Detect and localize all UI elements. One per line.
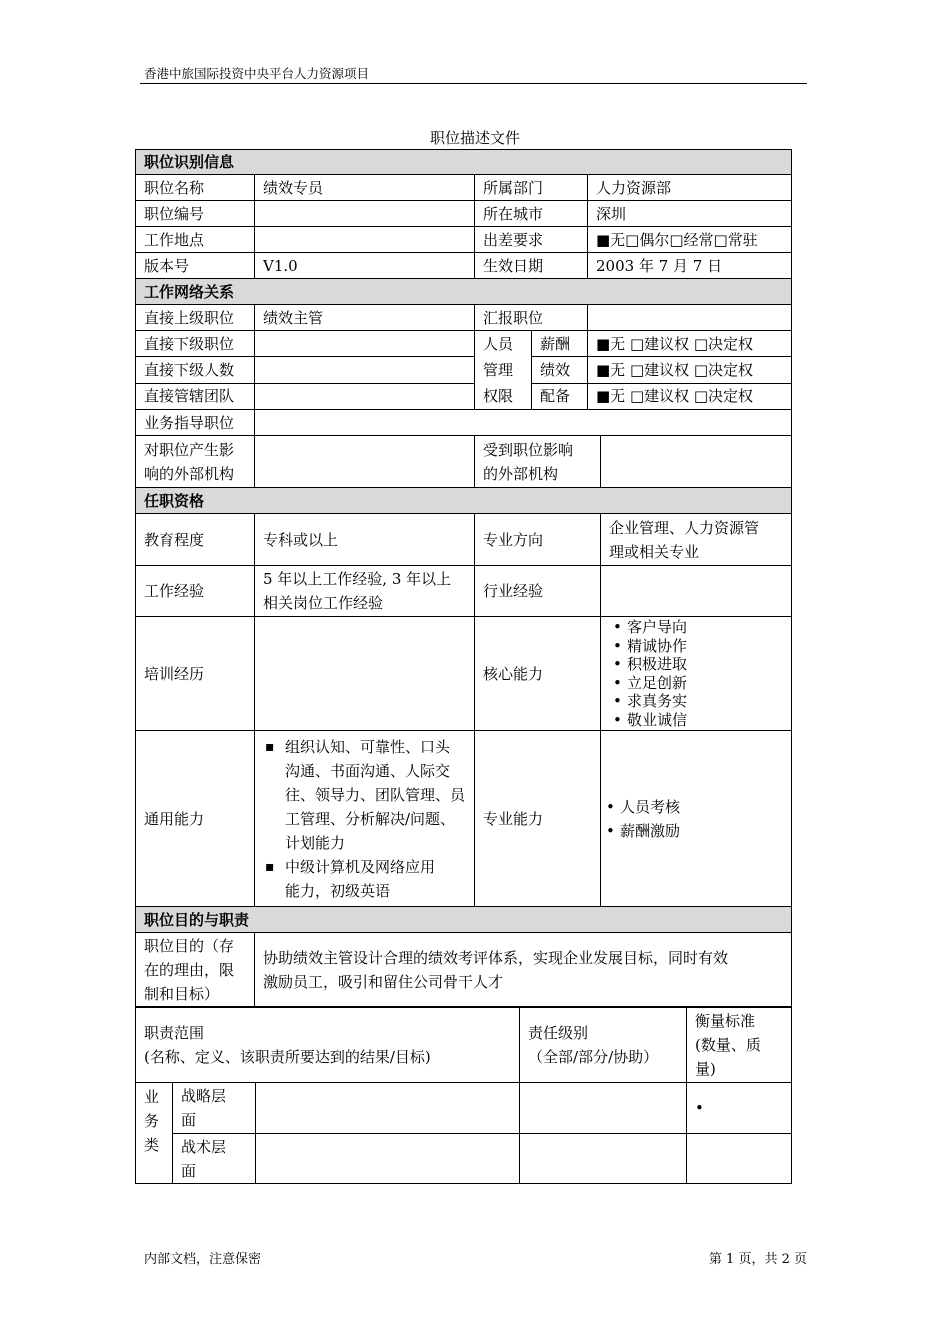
- section-heading-qualification: 任职资格: [136, 488, 792, 514]
- footer-page-number: 第 1 页，共 2 页: [708, 1252, 807, 1267]
- list-item: [263, 855, 466, 903]
- label-line: 对职位产生影: [144, 440, 235, 459]
- label-direct-superior: 直接上级职位: [136, 305, 255, 331]
- professional-competency-list: [601, 731, 792, 907]
- label-general-competency: 通用能力: [136, 731, 255, 907]
- header-project: 香港中旅国际投资中央平台人力资源项目: [144, 66, 370, 81]
- section-heading-identity: 职位识别信息: [136, 150, 792, 175]
- label-line: 面: [181, 1111, 197, 1129]
- label-effective-date: 生效日期: [475, 253, 588, 279]
- label-tactical-level: [173, 1134, 256, 1184]
- value-line: 激励员工，吸引和留住公司骨干人才: [263, 973, 504, 991]
- header-divider: [140, 83, 807, 84]
- label-authority-line: 管理: [483, 361, 514, 379]
- label-work-location: 工作地点: [136, 227, 255, 253]
- value-external-affect: [255, 436, 475, 488]
- header-line: 衡量标准: [695, 1011, 756, 1030]
- label-city: 所在城市: [475, 201, 588, 227]
- value-position-name: 绩效专员: [255, 175, 475, 201]
- value-version: V1.0: [255, 253, 475, 279]
- label-line: 的外部机构: [483, 464, 559, 483]
- list-item: • 求真务实: [609, 692, 783, 711]
- list-line: 能力，初级英语: [285, 881, 391, 900]
- value-line: 相关岗位工作经验: [263, 594, 384, 612]
- value-auth-staffing: ■无 □建议权 □决定权: [588, 383, 792, 409]
- list-line: 计划能力: [285, 833, 346, 852]
- label-auth-performance: 绩效: [532, 357, 588, 383]
- label-line: 战略层: [181, 1087, 227, 1105]
- value-line: 理或相关专业: [609, 542, 700, 561]
- label-line: 战术层: [181, 1137, 227, 1156]
- label-professional-competency: 专业能力: [475, 731, 601, 907]
- value-line: 协助绩效主管设计合理的绩效考评体系，实现企业发展目标，同时有效: [263, 949, 729, 967]
- label-external-affected: [475, 436, 601, 488]
- label-core-competency: 核心能力: [475, 617, 601, 731]
- label-auth-salary: 薪酬: [532, 331, 588, 357]
- header-line: (数量、质: [695, 1035, 761, 1054]
- value-effective-date: 2003 年 7 月 7 日: [588, 253, 792, 279]
- value-work-experience: [255, 566, 475, 617]
- value-tactical-measure: [687, 1134, 792, 1184]
- label-major: 专业方向: [475, 514, 601, 566]
- label-managed-team: 直接管辖团队: [136, 383, 255, 409]
- value-position-purpose: [255, 933, 792, 1008]
- header-responsibility-scope: [136, 1007, 520, 1083]
- label-line: 职位目的（存: [144, 937, 235, 955]
- responsibilities-table: [135, 1006, 792, 1184]
- label-line: 务: [144, 1112, 160, 1130]
- label-position-code: 职位编号: [136, 201, 255, 227]
- general-competency-list: [255, 731, 475, 907]
- label-industry-experience: 行业经验: [475, 566, 601, 617]
- label-position-purpose: [136, 933, 255, 1008]
- header-line: 责任级别: [528, 1023, 589, 1042]
- label-authority: [475, 331, 532, 410]
- value-line: 企业管理、人力资源管: [609, 518, 760, 537]
- header-measure-standard: [687, 1007, 792, 1083]
- label-direct-subordinate: 直接下级职位: [136, 331, 255, 357]
- value-strategic-measure: •: [687, 1083, 792, 1134]
- value-strategic-scope: [256, 1083, 520, 1134]
- list-line: 往、领导力、团队管理、员: [285, 785, 466, 804]
- label-authority-line: 人员: [483, 335, 514, 353]
- list-item: • 立足创新: [609, 674, 783, 693]
- value-report-position: [588, 305, 792, 331]
- label-version: 版本号: [136, 253, 255, 279]
- value-department: 人力资源部: [588, 175, 792, 201]
- list-item: [263, 735, 466, 855]
- list-item: • 积极进取: [609, 655, 783, 674]
- section-heading-network: 工作网络关系: [136, 279, 792, 305]
- list-item: • 精诚协作: [609, 637, 783, 656]
- label-authority-line: 权限: [483, 387, 514, 405]
- list-item: • 客户导向: [609, 618, 783, 637]
- value-industry-experience: [601, 566, 792, 617]
- header-line: （全部/部分/协助）: [528, 1047, 659, 1066]
- value-position-code: [255, 201, 475, 227]
- value-travel: ■无□偶尔□经常□常驻: [588, 227, 792, 253]
- label-position-name: 职位名称: [136, 175, 255, 201]
- list-item: • 薪酬激励: [606, 819, 783, 843]
- value-direct-superior: 绩效主管: [255, 305, 475, 331]
- value-tactical-level: [520, 1134, 687, 1184]
- header-line: 职责范围: [144, 1023, 205, 1042]
- label-travel: 出差要求: [475, 227, 588, 253]
- label-department: 所属部门: [475, 175, 588, 201]
- label-subordinate-count: 直接下级人数: [136, 357, 255, 383]
- label-training: 培训经历: [136, 617, 255, 731]
- job-description-table: [135, 149, 792, 1008]
- label-guidance-position: 业务指导职位: [136, 410, 255, 436]
- list-item: • 敬业诚信: [609, 711, 783, 730]
- label-external-affect: [136, 436, 255, 488]
- list-line: ▪ 中级计算机及网络应用: [285, 857, 436, 876]
- label-line: 业: [144, 1088, 160, 1106]
- value-auth-performance: ■无 □建议权 □决定权: [588, 357, 792, 383]
- header-line: 量): [695, 1059, 716, 1078]
- core-competency-list: [601, 617, 792, 731]
- value-line: 5 年以上工作经验, 3 年以上: [263, 570, 452, 588]
- label-line: 面: [181, 1161, 197, 1180]
- label-work-experience: 工作经验: [136, 566, 255, 617]
- label-line: 类: [144, 1136, 160, 1154]
- list-line: 工管理、分析解决/问题、: [285, 809, 456, 828]
- document-title: 职位描述文件: [429, 129, 520, 147]
- value-guidance-position: [255, 410, 792, 436]
- footer-confidential: 内部文档，注意保密: [144, 1252, 262, 1267]
- list-line: ▪ 组织认知、可靠性、口头: [285, 737, 451, 756]
- value-city: 深圳: [588, 201, 792, 227]
- label-line: 响的外部机构: [144, 464, 235, 483]
- value-work-location: [255, 227, 475, 253]
- value-direct-subordinate: [255, 331, 475, 357]
- label-education: 教育程度: [136, 514, 255, 566]
- label-report-position: 汇报职位: [475, 305, 588, 331]
- header-responsibility-level: [520, 1007, 687, 1083]
- section-heading-purpose: 职位目的与职责: [136, 907, 792, 933]
- value-tactical-scope: [256, 1134, 520, 1184]
- header-line: (名称、定义、该职责所要达到的结果/目标): [144, 1047, 431, 1066]
- value-education: 专科或以上: [255, 514, 475, 566]
- value-auth-salary: ■无 □建议权 □决定权: [588, 331, 792, 357]
- label-business-category: [136, 1083, 173, 1184]
- value-external-affected: [601, 436, 792, 488]
- label-line: 制和目标）: [144, 985, 220, 1003]
- value-training: [255, 617, 475, 731]
- value-managed-team: [255, 383, 475, 409]
- label-strategic-level: [173, 1083, 256, 1134]
- label-line: 在的理由，限: [144, 961, 235, 979]
- value-major: [601, 514, 792, 566]
- list-item: • 人员考核: [606, 795, 783, 819]
- label-line: 受到职位影响: [483, 440, 574, 459]
- label-auth-staffing: 配备: [532, 383, 588, 409]
- list-line: 沟通、书面沟通、人际交: [285, 761, 451, 780]
- value-strategic-level: [520, 1083, 687, 1134]
- value-subordinate-count: [255, 357, 475, 383]
